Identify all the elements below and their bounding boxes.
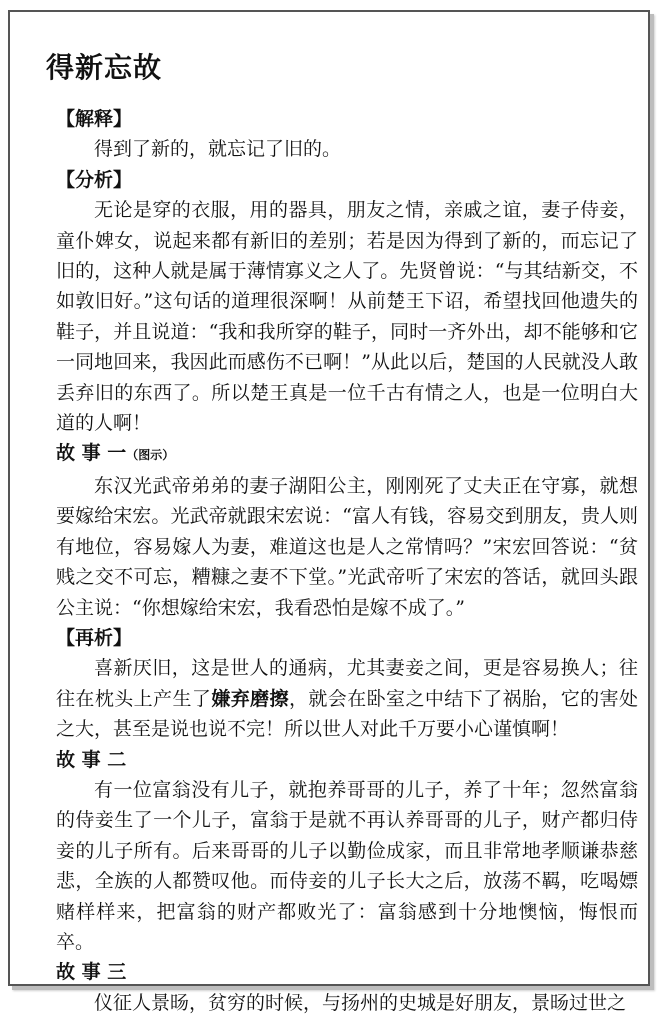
story-one-heading <box>56 438 638 470</box>
reanalysis-emphasis: 嫌弃磨擦 <box>211 687 289 710</box>
reanalysis-text <box>56 653 638 744</box>
story-three-heading: 故 事 三 <box>56 961 127 984</box>
article-body <box>56 104 638 1018</box>
page-title: 得新忘故 <box>46 51 163 84</box>
reanalysis-text-b: ，就会在卧室之中结下了祸胎，它的害处之大，甚至是说也说不完！所以世人对此千万要小心谨慎啊！ <box>56 687 638 741</box>
reanalysis-heading: 【再析】 <box>56 626 133 649</box>
analysis-text: 无论是穿的衣服，用的器具，朋友之情，亲戚之谊，妻子侍妾，童仆婢女，说起来都有新旧的差别；若是因为得到了新的，而忘记了旧的，这种人就是属于薄情寡义之人了。先贤曾说：“与其结新交，不如敦旧好。”这句话的道理很深啊！从前楚王下诏，希望找回他遗失的鞋子，并且说道：“我和我所穿的鞋子，同时一齐外出，却不能够和它一同地回来，我因此而感伤不已啊！”从此以后，楚国的人民就没人敢丢弃旧的东西了。所以楚王真是一位千古有情之人，也是一位明白大道的人啊！ <box>56 199 638 435</box>
story-two-heading: 故 事 二 <box>56 748 127 771</box>
reanalysis-text-a: 喜新厌旧，这是世人的通病，尤其妻妾之间，更是容易换人；往往在枕头上产生了 <box>56 657 638 710</box>
explanation-text: 得到了新的，就忘记了旧的。 <box>94 138 342 161</box>
story-one-text: 东汉光武帝弟弟的妻子湖阳公主，刚刚死了丈夫正在守寡，就想要嫁给宋宏。光武帝就跟宋宏说：“富人有钱，容易交到朋友，贵人则有地位，容易嫁人为妻，难道这也是人之常情吗？”宋宏回答说：“贫贱之交不可忘，糟糠之妻不下堂。”光武帝听了宋宏的答话，就回头跟公主说：“你想嫁给宋宏，我看恐怕是嫁不成了。” <box>56 474 638 619</box>
analysis-heading: 【分析】 <box>56 168 133 191</box>
page-frame <box>8 10 650 1014</box>
story-three-text: 仪征人景旸，贫穷的时候，与扬州的史城是好朋友，景旸过世之 <box>94 991 627 1014</box>
story-two-text: 有一位富翁没有儿子，就抱养哥哥的儿子，养了十年；忽然富翁的侍妾生了一个儿子，富翁于是就不再认养哥哥的儿子，财产都归侍妾的儿子所有。后来哥哥的儿子以勤俭成家，而且非常地孝顺谦恭慈悲，全族的人都赞叹他。而侍妾的儿子长大之后，放荡不羁，吃喝嫖赌样样来，把富翁的财产都败光了：富翁感到十分地懊恼，悔恨而卒。 <box>56 778 638 953</box>
story-one-title: 故 事 一 <box>56 442 127 465</box>
story-one-illustration-note: （图示） <box>126 448 175 463</box>
explanation-heading: 【解释】 <box>56 108 133 130</box>
